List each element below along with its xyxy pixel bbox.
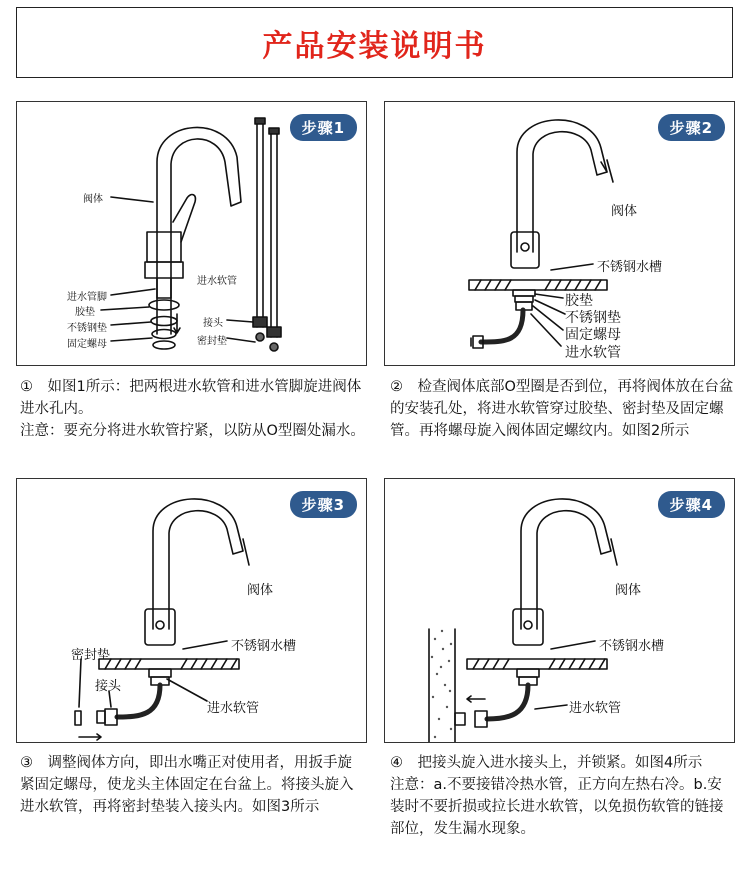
step-3-description (20, 752, 365, 818)
label-joint: 接头 (203, 318, 223, 329)
step-1-description (20, 376, 365, 442)
label-valve: 阀体 (247, 583, 274, 598)
label-inlet-hose: 进水软管 (207, 701, 260, 716)
label-sink: 不锈钢水槽 (597, 260, 663, 275)
label-inlet-hose: 进水软管 (569, 701, 622, 716)
step-3-desc-line: ③ 调整阀体方向，即出水嘴正对使用者，用扳手旋紧固定螺母，使龙头主体固定在台盆上。将接头旋入进水软管，再将密封垫装入接头内。如图3所示 (20, 755, 354, 815)
label-fix-nut: 固定螺母 (565, 327, 621, 343)
label-valve: 阀体 (611, 204, 638, 219)
step-1-badge: 步骤1 (290, 114, 357, 141)
step-3-illustration (17, 479, 367, 743)
label-sink: 不锈钢水槽 (599, 639, 665, 654)
step-2-badge: 步骤2 (658, 114, 725, 141)
label-rubber-pad: 胶垫 (75, 307, 95, 318)
step-3-badge: 步骤3 (290, 491, 357, 518)
step-4-panel (384, 478, 735, 743)
label-seal-pad: 密封垫 (197, 336, 227, 347)
wall-texture (431, 630, 452, 738)
label-rubber-pad: 胶垫 (565, 293, 593, 309)
title-box (16, 7, 733, 78)
label-valve: 阀体 (83, 194, 103, 205)
label-seal-pad: 密封垫 (71, 648, 111, 663)
step-4-note: 注意：a.不要接错冷热水管，正方向左热右冷。b.安装时不要折损或拉长进水软管，以免损伤软管的链接部位，发生漏水现象。 (390, 777, 724, 837)
step-4-illustration (385, 479, 735, 743)
step-2-illustration (385, 102, 735, 366)
step-4-badge: 步骤4 (658, 491, 725, 518)
page-title: 产品安装说明书 (262, 28, 487, 64)
label-joint: 接头 (95, 679, 122, 694)
label-steel-pad: 不锈钢垫 (565, 310, 621, 326)
label-fix-nut: 固定螺母 (67, 339, 107, 350)
label-inlet-hose: 进水软管 (565, 345, 621, 361)
step-1-note: 注意：要充分将进水软管拧紧，以防从O型圈处漏水。 (20, 423, 365, 439)
label-inlet-hose: 进水软管 (197, 276, 237, 287)
step-4-desc-line: ④ 把接头旋入进水接头上，并锁紧。如图4所示 (390, 755, 703, 771)
label-steel-pad: 不锈钢垫 (67, 323, 107, 334)
step-2-panel (384, 101, 735, 366)
label-valve: 阀体 (615, 583, 642, 598)
step-4-description (390, 752, 735, 840)
step-1-panel (16, 101, 367, 366)
label-sink: 不锈钢水槽 (231, 639, 297, 654)
label-inlet-foot: 进水管脚 (67, 292, 107, 303)
step-1-desc-line: ① 如图1所示：把两根进水软管和进水管脚旋进阀体进水孔内。 (20, 379, 362, 417)
step-3-panel (16, 478, 367, 743)
step-2-desc-line: ② 检查阀体底部O型圈是否到位，再将阀体放在台盆的安装孔处，将进水软管穿过胶垫、密封垫及固定螺管。再将螺母旋入阀体固定螺纹内。如图2所示 (390, 379, 734, 439)
step-2-description (390, 376, 735, 442)
